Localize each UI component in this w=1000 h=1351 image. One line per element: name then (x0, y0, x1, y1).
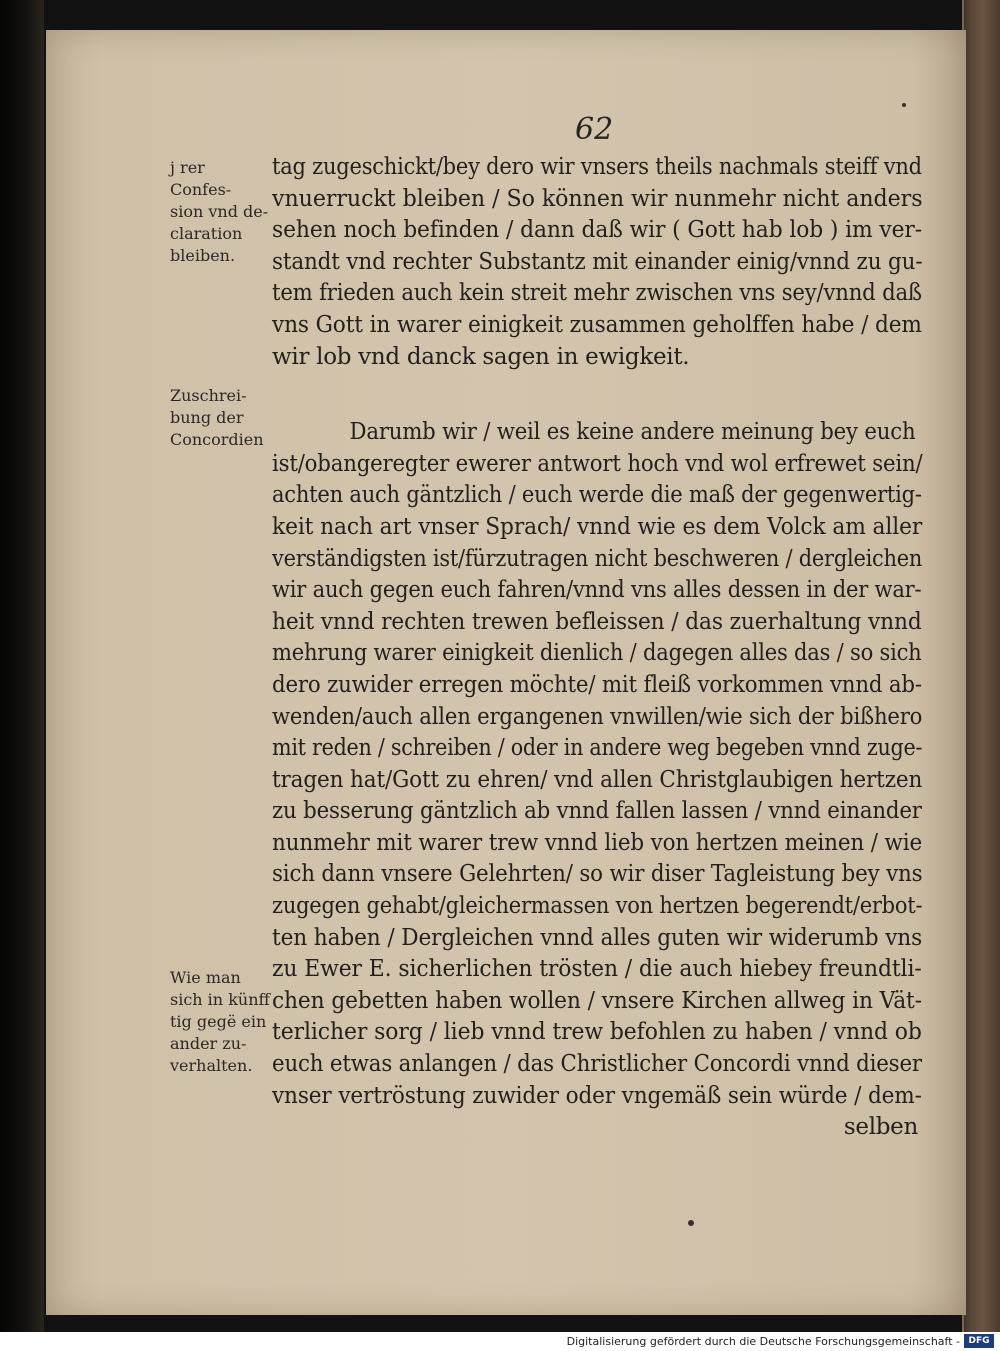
text-line: mehrung warer einigkeit dienlich / dagegen alles das / so sich (272, 640, 922, 667)
text-line: achten auch gäntzlich / euch werde die maß der gegenwertig- (272, 482, 922, 509)
catchword: selben (843, 1114, 918, 1141)
text-line: ist/obangeregter ewerer antwort hoch vnd wol erfrewet sein/ (272, 450, 923, 477)
text-line: tragen hat/Gott zu ehren/ vnd allen Christglaubigen hertzen (272, 766, 923, 793)
dfg-logo-icon: DFG (964, 1334, 994, 1348)
margin-note-confession: j rer Confes- sion vnd de- claration bleiben. (170, 158, 269, 265)
text-line: sich dann vnsere Gelehrten/ so wir diser Tagleistung bey vns (272, 861, 923, 888)
page-number: 62 (575, 112, 614, 147)
text-line: wir lob vnd danck sagen in ewigkeit. (272, 343, 690, 370)
text-line: heit vnnd rechten trewen befleissen / das zuerhaltung vnnd (272, 608, 922, 635)
text-line: wenden/auch allen ergangenen vnwillen/wie sich der bißhero (272, 703, 923, 730)
ink-dot (902, 103, 906, 107)
text-line: verständigsten ist/fürzutragen nicht beschweren / dergleichen (272, 545, 923, 572)
text-line: ten haben / Dergleichen vnnd alles guten wir widerumb vns (272, 924, 923, 951)
text-line: standt vnd rechter Substantz mit einander einig/vnnd zu gu- (272, 248, 923, 275)
book-spine-left (0, 0, 44, 1332)
text-line: Darumb wir / weil es keine andere meinung bey euch (349, 419, 916, 446)
text-line: vns Gott in warer einigkeit zusammen geholffen habe / dem (272, 311, 922, 338)
text-line: wir auch gegen euch fahren/vnnd vns alles dessen in der war- (272, 577, 922, 604)
text-line: keit nach art vnser Sprach/ vnnd wie es dem Volck am aller (272, 513, 923, 540)
digitization-footer (0, 1332, 1000, 1351)
text-line: mit reden / schreiben / oder in andere weg begeben vnnd zuge- (272, 735, 923, 762)
body-text (272, 152, 922, 1144)
book-edge-right (962, 0, 1000, 1332)
text-line: chen gebetten haben wollen / vnsere Kirchen allweg in Vät- (272, 987, 922, 1014)
text-line: vnuerruckt bleiben / So können wir nunmehr nicht anders (272, 185, 923, 212)
text-line: vnser vertröstung zuwider oder vngemäß sein würde / dem- (272, 1082, 922, 1109)
text-line: euch etwas anlangen / das Christlicher Concordi vnnd dieser (272, 1051, 922, 1078)
text-line: zu Ewer E. sicherlichen trösten / die auch hiebey freundtli- (272, 956, 922, 983)
text-line: zugegen gehabt/gleichermassen von hertzen begerendt/erbot- (272, 893, 923, 920)
margin-note-concordien: Zuschrei- bung der Concordien (170, 386, 264, 449)
text-line: terlicher sorg / lieb vnnd trew befohlen zu haben / vnnd ob (272, 1019, 922, 1046)
text-line: sehen noch befinden / dann daß wir ( Gott hab lob ) im ver- (272, 217, 923, 244)
text-line: tem frieden auch kein streit mehr zwischen vns sey/vnnd daß (272, 280, 922, 307)
paragraph-gap (272, 373, 922, 417)
ink-dot (688, 1220, 694, 1226)
margin-note-verhalten: Wie man sich in künff tig gegë ein ander zu- verhalten. (170, 968, 270, 1075)
footer-credit: Digitalisierung gefördert durch die Deutsche Forschungsgemeinschaft - (566, 1335, 960, 1348)
text-line: zu besserung gäntzlich ab vnnd fallen lassen / vnnd einander (272, 798, 922, 825)
text-line: nunmehr mit warer trew vnnd lieb von hertzen meinen / wie (272, 829, 923, 856)
text-line: dero zuwider erregen möchte/ mit fleiß vorkommen vnnd ab- (272, 671, 922, 698)
text-line: tag zugeschickt/bey dero wir vnsers theils nachmals steiff vnd (272, 154, 922, 180)
